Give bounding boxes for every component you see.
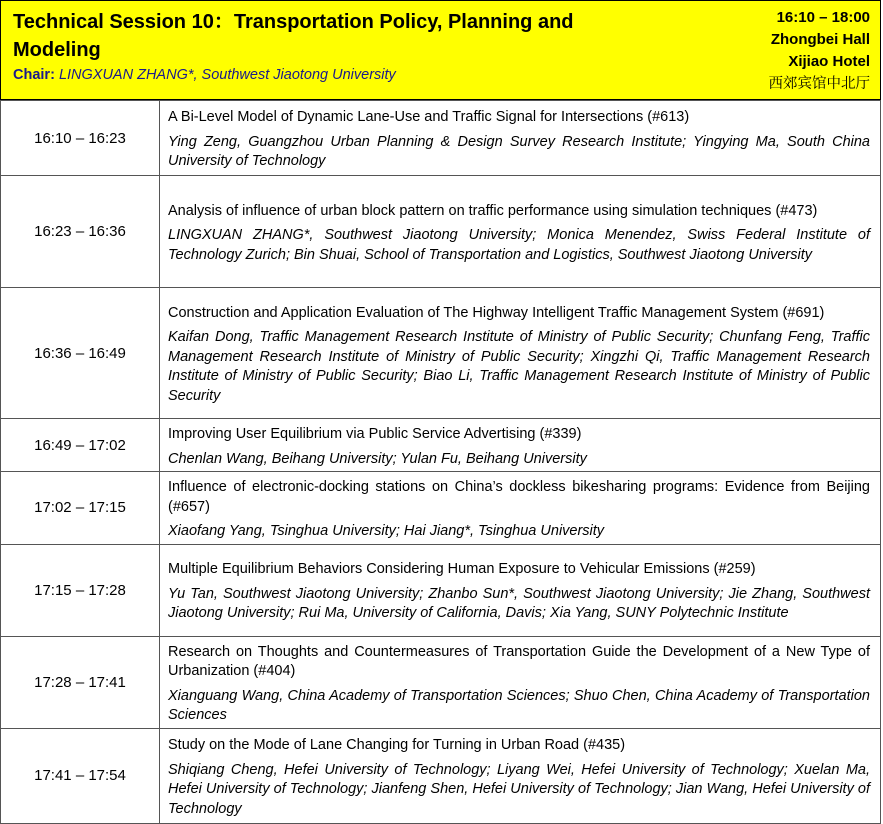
paper-title: Influence of electronic-docking stations on China’s dockless bikesharing programs: Evidence from Beijing (#657) — [168, 479, 870, 515]
paper-cell — [160, 419, 881, 472]
paper-cell — [160, 288, 881, 419]
paper-cell — [160, 636, 881, 728]
paper-authors: LINGXUAN ZHANG*, Southwest Jiaotong University; Monica Menendez, Swiss Federal Institute of Technology Zurich; Bin Shuai, School of Transportation and Logistics, Southwest Jiaotong University — [168, 227, 870, 263]
chair-name: LINGXUAN ZHANG*, Southwest Jiaotong University — [58, 67, 396, 83]
slot-time: 17:02 – 17:15 — [1, 472, 160, 545]
table-row — [1, 728, 881, 823]
paper-cell — [160, 472, 881, 545]
table-row — [1, 101, 881, 176]
chair-label: Chair: — [13, 67, 55, 83]
paper-authors: Kaifan Dong, Traffic Management Research Institute of Ministry of Public Security; Chunfang Feng, Traffic Management Research Institute of Ministry of Public Security; Xingzhi Qi, Traffic Management Research Institute of Ministry of Public Security; Biao Li, Traffic Management Research Institute of Ministry of Public Security — [168, 329, 870, 404]
table-row — [1, 176, 881, 288]
session-header — [0, 0, 881, 100]
table-row — [1, 544, 881, 636]
paper-authors: Ying Zeng, Guangzhou Urban Planning & Design Survey Research Institute; Yingying Ma, South China University of Technology — [168, 133, 870, 170]
paper-authors: Shiqiang Cheng, Hefei University of Technology; Liyang Wei, Hefei University of Technology; Xuelan Ma, Hefei University of Technology; Jianfeng Shen, Hefei University of Technology; Jian Wang, Hefei University of Technology — [168, 761, 870, 817]
paper-cell — [160, 101, 881, 176]
paper-authors: Yu Tan, Southwest Jiaotong University; Zhanbo Sun*, Southwest Jiaotong University; Jie Zhang, Southwest Jiaotong University; Rui Ma, University of California, Davis; Xia Yang, SUNY Polytechnic Institute — [168, 585, 870, 622]
slot-time: 16:49 – 17:02 — [1, 419, 160, 472]
table-row — [1, 288, 881, 419]
slot-time: 16:23 – 16:36 — [1, 176, 160, 288]
table-row — [1, 419, 881, 472]
session-hall: Zhongbei Hall — [770, 31, 870, 48]
paper-title: Analysis of influence of urban block pattern on traffic performance using simulation techniques (#473) — [168, 202, 818, 219]
slot-time: 17:28 – 17:41 — [1, 636, 160, 728]
paper-authors: Xianguang Wang, China Academy of Transportation Sciences; Shuo Chen, China Academy of Transportation Sciences — [168, 687, 870, 723]
session-chair — [13, 66, 396, 84]
session-location-cn: 西郊宾馆中北厅 — [768, 76, 870, 92]
paper-title: Research on Thoughts and Countermeasures of Transportation Guide the Development of a New Type of Urbanization (#404) — [168, 643, 870, 679]
paper-cell — [160, 176, 881, 288]
paper-title: Construction and Application Evaluation of The Highway Intelligent Traffic Management System (#691) — [168, 304, 825, 321]
slot-time: 17:15 – 17:28 — [1, 544, 160, 636]
schedule-table — [0, 100, 881, 824]
session-venue — [769, 7, 871, 95]
paper-authors: Xiaofang Yang, Tsinghua University; Hai Jiang*, Tsinghua University — [168, 523, 605, 539]
table-row — [1, 636, 881, 728]
slot-time: 17:41 – 17:54 — [1, 728, 160, 823]
paper-title: Multiple Equilibrium Behaviors Considering Human Exposure to Vehicular Emissions (#259) — [168, 561, 756, 578]
slot-time: 16:10 – 16:23 — [1, 101, 160, 176]
session-hotel: Xijiao Hotel — [788, 53, 870, 70]
paper-authors: Chenlan Wang, Beihang University; Yulan Fu, Beihang University — [168, 450, 587, 467]
paper-title: Improving User Equilibrium via Public Service Advertising (#339) — [168, 426, 582, 442]
paper-cell — [160, 728, 881, 823]
table-row — [1, 472, 881, 545]
slot-time: 16:36 – 16:49 — [1, 288, 160, 419]
paper-cell — [160, 544, 881, 636]
session-time: 16:10 – 18:00 — [776, 9, 870, 26]
paper-title: Study on the Mode of Lane Changing for Turning in Urban Road (#435) — [168, 737, 626, 753]
paper-title: A Bi-Level Model of Dynamic Lane-Use and Traffic Signal for Intersections (#613) — [168, 109, 690, 126]
session-title: Technical Session 10：Transportation Policy, Planning and Modeling — [13, 11, 574, 61]
